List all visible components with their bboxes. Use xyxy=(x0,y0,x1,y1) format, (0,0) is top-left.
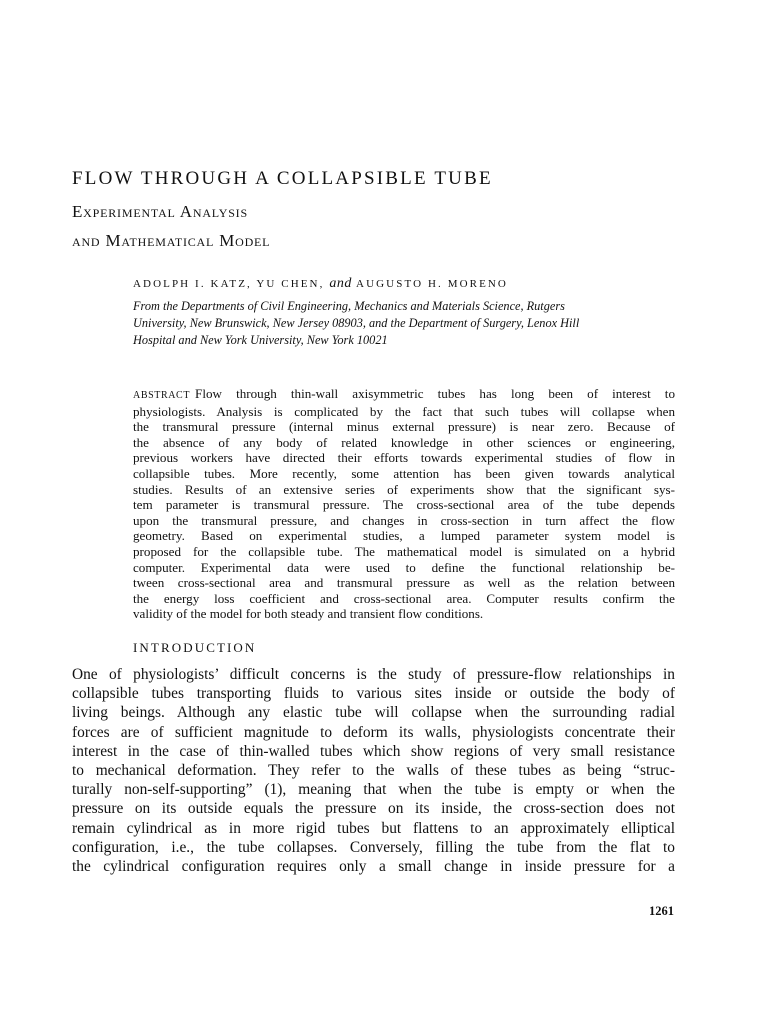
abstract-line: tween cross-sectional area and transmural pressure as well as the relation between xyxy=(133,575,675,591)
affiliation-block xyxy=(133,298,673,349)
body-line: remain cylindrical as in more rigid tubes but flattens to an approximately elliptical xyxy=(72,819,675,837)
body-line: interest in the case of thin-walled tubes which show regions of very small resistance xyxy=(72,742,675,760)
body-line: collapsible tubes transporting fluids to various sites inside or outside the body of xyxy=(72,685,675,703)
abstract-line: computer. Experimental data were used to define the functional relationship be- xyxy=(133,559,675,575)
body-line: One of physiologists’ difficult concerns is the study of pressure-flow relationships in xyxy=(72,666,675,683)
abstract-line: studies. Results of an extensive series of experiments show that the significant sys- xyxy=(133,481,675,497)
author-conjunction: and xyxy=(329,276,352,291)
section-heading-introduction: INTRODUCTION xyxy=(133,640,257,655)
body-line: pressure on its outside equals the pressure on its inside, the cross-section does not xyxy=(72,800,675,818)
abstract-text-start: Flow through thin-wall axisymmetric tubes has long been of interest to xyxy=(195,386,675,401)
author-line xyxy=(133,276,508,292)
body-line: turally non-self-supporting” (1), meaning that when the tube is empty or when the xyxy=(72,781,675,799)
author-names-first: ADOLPH I. KATZ, YU CHEN, xyxy=(133,278,330,290)
affiliation-line: From the Departments of Civil Engineering, Mechanics and Materials Science, Rutgers xyxy=(133,299,565,313)
page-number: 1261 xyxy=(649,904,674,918)
abstract-line: tem parameter is transmural pressure. The cross-sectional area of the tube depends xyxy=(133,497,675,513)
author-names-last: AUGUSTO H. MORENO xyxy=(351,278,508,290)
affiliation-line: Hospital and New York University, New York 10021 xyxy=(133,333,388,347)
abstract-line: collapsible tubes. More recently, some attention has been given towards analytical xyxy=(133,465,675,481)
body-line: living beings. Although any elastic tube will collapse when the surrounding radial xyxy=(72,704,675,722)
abstract-first-line xyxy=(133,386,675,404)
abstract-block xyxy=(133,386,675,622)
article-subtitle-line-1: Experimental Analysis xyxy=(72,202,248,221)
abstract-last-line: validity of the model for both steady and transient flow conditions. xyxy=(133,606,484,622)
article-subtitle-line-2: and Mathematical Model xyxy=(72,231,271,250)
introduction-body xyxy=(72,665,675,876)
abstract-line: the transmural pressure (internal minus external pressure) is near zero. Because of xyxy=(133,419,675,435)
abstract-line: physiologists. Analysis is complicated by the fact that such tubes will collapse when xyxy=(133,403,675,419)
body-line: the cylindrical configuration requires only a small change in inside pressure for a xyxy=(72,858,675,876)
abstract-label: ABSTRACT xyxy=(133,390,191,401)
abstract-line: the absence of any body of related knowledge in other sciences or engineering, xyxy=(133,434,675,450)
abstract-line: geometry. Based on experimental studies, a lumped parameter system model is xyxy=(133,528,675,544)
body-line: configuration, i.e., the tube collapses. Conversely, filling the tube from the flat to xyxy=(72,838,675,856)
abstract-line: the energy loss coefficient and cross-sectional area. Computer results confirm the xyxy=(133,590,675,606)
affiliation-line: University, New Brunswick, New Jersey 08903, and the Department of Surgery, Lenox Hill xyxy=(133,316,580,330)
body-line: forces are of sufficient magnitude to deform its walls, physiologists concentrate their xyxy=(72,723,675,741)
article-title: FLOW THROUGH A COLLAPSIBLE TUBE xyxy=(72,168,493,189)
abstract-line: proposed for the collapsible tube. The mathematical model is simulated on a hybrid xyxy=(133,543,675,559)
body-line: to mechanical deformation. They refer to the walls of these tubes as being “struc- xyxy=(72,762,675,780)
abstract-line: previous workers have directed their efforts towards experimental studies of flow in xyxy=(133,450,675,466)
abstract-line: upon the transmural pressure, and changes in cross-section in turn affect the flow xyxy=(133,512,675,528)
